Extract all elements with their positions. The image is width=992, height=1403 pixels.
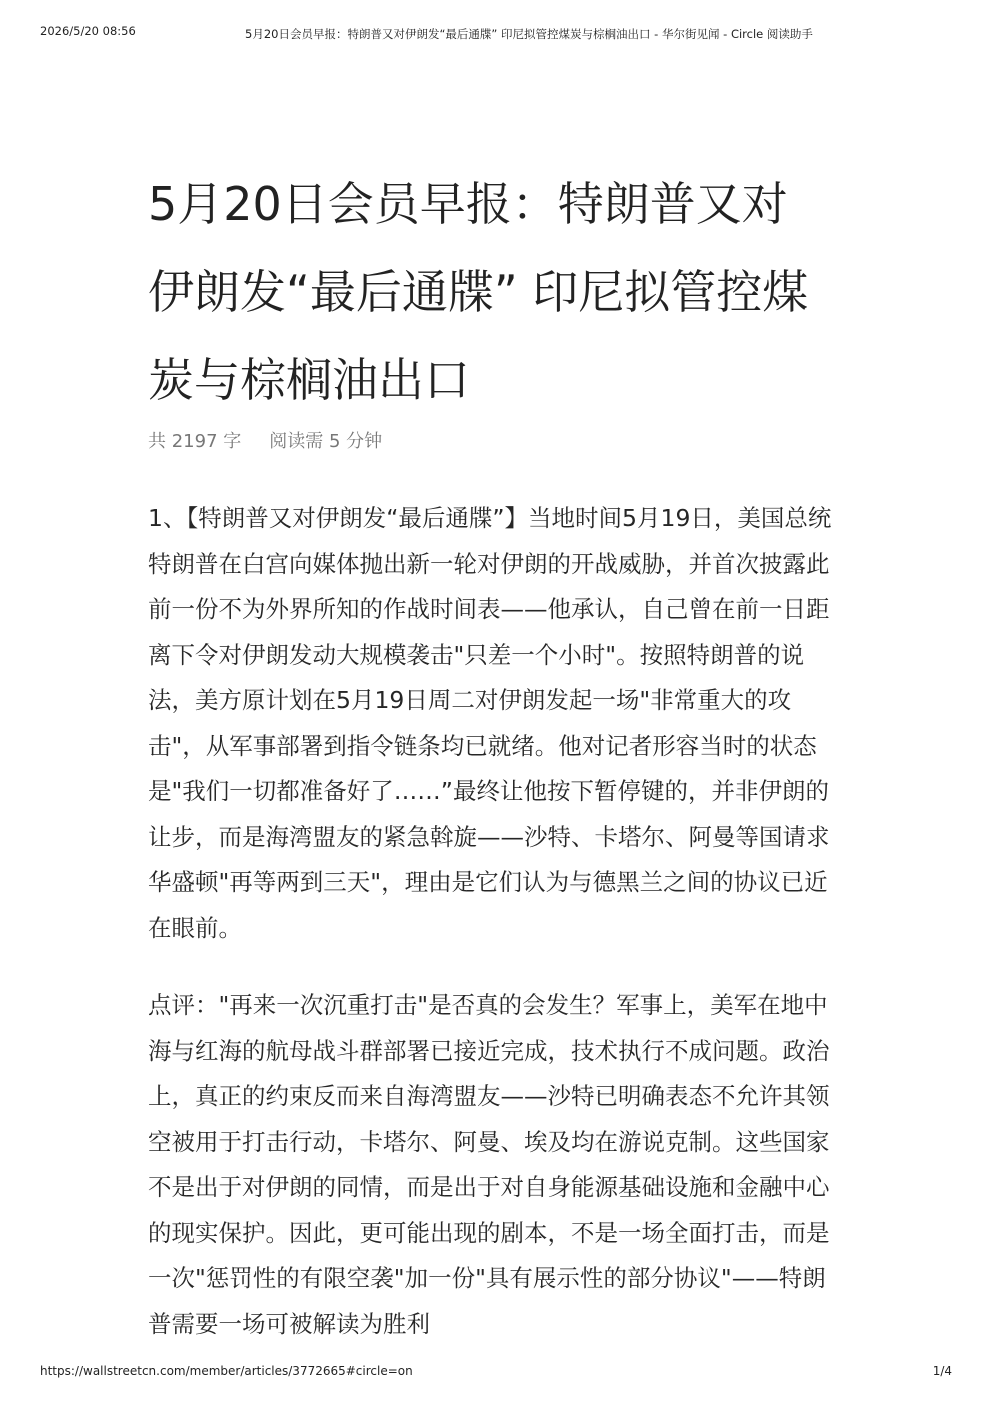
title-line: 5月20日会员早报：特朗普又对 [148,177,788,231]
print-header [0,24,992,44]
print-datetime: 2026/5/20 08:56 [40,24,136,38]
article-paragraph: 1、【特朗普又对伊朗发“最后通牒”】当地时间5月19日，美国总统特朗普在白宫向媒体抛出新一轮对伊朗的开战威胁，并首次披露此前一份不为外界所知的作战时间表——他承认，自己曾在前一日距离下令对伊朗发动大规模袭击"只差一个小时"。按照特朗普的说法，美方原计划在5月19日周二对伊朗发起一场"非常重大的攻击"，从军事部署到指令链条均已就绪。他对记者形容当时的状态是"我们一切都准备好了……”最终让他按下暂停键的，并非伊朗的让步，而是海湾盟友的紧急斡旋——沙特、卡塔尔、阿曼等国请求华盛顿"再等两到三天"，理由是它们认为与德黑兰之间的协议已近在眼前。 [148,504,832,942]
print-page-title: 5月20日会员早报：特朗普又对伊朗发“最后通牒” 印尼拟管控煤炭与棕榈油出口 - 华尔街见闻 - Circle 阅读助手 [245,27,813,41]
title-line: 伊朗发“最后通牒” 印尼拟管控煤 [148,265,809,319]
article-body [148,496,848,1347]
article-title [148,160,848,424]
word-count: 共 2197 字 [148,431,242,452]
print-footer [0,1364,992,1382]
page-number: 1/4 [932,1364,952,1378]
read-time: 阅读需 5 分钟 [269,431,383,452]
page-url[interactable]: https://wallstreetcn.com/member/articles/3772665#circle=on [40,1364,413,1378]
article [148,160,848,1379]
article-paragraph: 点评："再来一次沉重打击"是否真的会发生？军事上，美军在地中海与红海的航母战斗群部署已接近完成，技术执行不成问题。政治上，真正的约束反而来自海湾盟友——沙特已明确表态不允许其领空被用于打击行动，卡塔尔、阿曼、埃及均在游说克制。这些国家不是出于对伊朗的同情，而是出于对自身能源基础设施和金融中心的现实保护。因此，更可能出现的剧本，不是一场全面打击，而是一次"惩罚性的有限空袭"加一份"具有展示性的部分协议"——特朗普需要一场可被解读为胜利 [148,991,830,1338]
title-line: 炭与棕榈油出口 [148,353,470,407]
article-meta [148,430,848,454]
